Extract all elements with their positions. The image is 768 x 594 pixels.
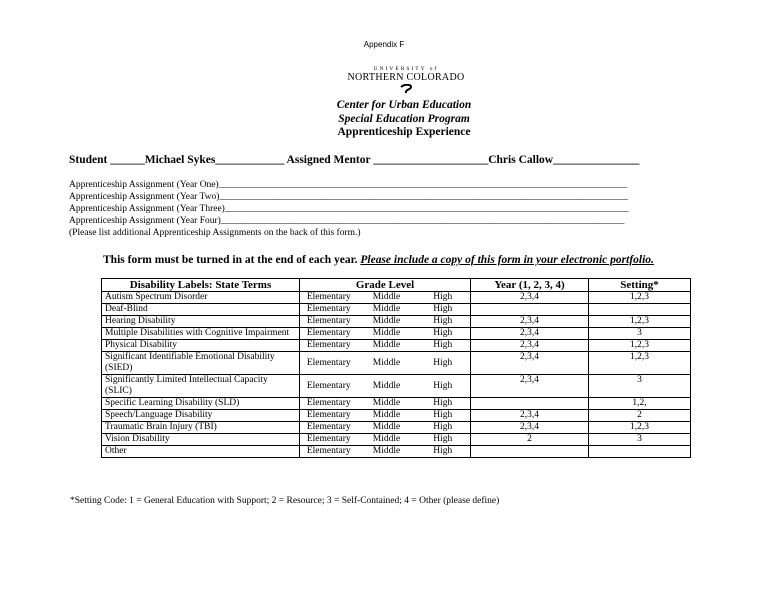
grade-middle: Middle	[358, 375, 416, 398]
grade-elementary: Elementary	[300, 410, 358, 422]
table-row	[102, 422, 691, 434]
assignment-year-one: Apprenticeship Assignment (Year One)______________________________________________________________________________________	[69, 180, 628, 190]
setting-value	[589, 304, 691, 316]
disability-table	[101, 278, 691, 458]
grade-elementary: Elementary	[300, 422, 358, 434]
disability-label: Vision Disability	[102, 434, 300, 446]
grade-high: High	[416, 375, 471, 398]
university-logo	[336, 66, 476, 94]
grade-elementary: Elementary	[300, 375, 358, 398]
setting-value: 1,2,3	[589, 316, 691, 328]
notice-text: This form must be turned in at the end of each year.	[103, 254, 358, 266]
setting-value: 2	[589, 410, 691, 422]
setting-value: 1,2,3	[589, 340, 691, 352]
grade-high: High	[416, 328, 471, 340]
year-value	[471, 304, 589, 316]
disability-label: Significantly Limited Intellectual Capacity (SLIC)	[102, 375, 300, 398]
grade-high: High	[416, 352, 471, 375]
disability-label: Physical Disability	[102, 340, 300, 352]
year-value: 2,3,4	[471, 352, 589, 375]
table-row	[102, 352, 691, 375]
table-row	[102, 410, 691, 422]
grade-elementary: Elementary	[300, 328, 358, 340]
grade-middle: Middle	[358, 398, 416, 410]
grade-middle: Middle	[358, 446, 416, 458]
table-row	[102, 304, 691, 316]
disability-label: Speech/Language Disability	[102, 410, 300, 422]
assignment-year-four: Apprenticeship Assignment (Year Four)_____________________________________________________________________________________	[69, 216, 625, 226]
grade-high: High	[416, 434, 471, 446]
setting-value: 3	[589, 434, 691, 446]
grade-middle: Middle	[358, 292, 416, 304]
submission-notice	[103, 254, 654, 266]
disability-label: Specific Learning Disability (SLD)	[102, 398, 300, 410]
year-value: 2,3,4	[471, 340, 589, 352]
header-disability-labels: Disability Labels: State Terms	[102, 279, 300, 292]
disability-label: Multiple Disabilities with Cognitive Impairment	[102, 328, 300, 340]
setting-code-footnote: *Setting Code: 1 = General Education with Support; 2 = Resource; 3 = Self-Contained; 4 = Other (please define)	[70, 496, 500, 506]
grade-middle: Middle	[358, 328, 416, 340]
setting-value: 3	[589, 375, 691, 398]
year-value: 2,3,4	[471, 292, 589, 304]
header-setting: Setting*	[589, 279, 691, 292]
grade-middle: Middle	[358, 422, 416, 434]
assignment-year-two: Apprenticeship Assignment (Year Two)______________________________________________________________________________________	[69, 192, 628, 202]
year-value	[471, 398, 589, 410]
table-header-row	[102, 279, 691, 292]
grade-elementary: Elementary	[300, 304, 358, 316]
grade-high: High	[416, 422, 471, 434]
grade-elementary: Elementary	[300, 446, 358, 458]
grade-middle: Middle	[358, 340, 416, 352]
program-header	[0, 99, 768, 140]
table-row	[102, 375, 691, 398]
disability-label: Traumatic Brain Injury (TBI)	[102, 422, 300, 434]
experience-title: Apprenticeship Experience	[337, 126, 471, 138]
grade-middle: Middle	[358, 316, 416, 328]
grade-elementary: Elementary	[300, 292, 358, 304]
setting-value: 1,2,3	[589, 352, 691, 375]
table-row	[102, 292, 691, 304]
year-value	[471, 446, 589, 458]
grade-high: High	[416, 304, 471, 316]
assignment-year-three: Apprenticeship Assignment (Year Three)_____________________________________________________________________________________	[69, 204, 629, 214]
year-value: 2,3,4	[471, 328, 589, 340]
grade-middle: Middle	[358, 410, 416, 422]
grade-high: High	[416, 446, 471, 458]
setting-value: 3	[589, 328, 691, 340]
logo-mark-icon	[399, 84, 413, 94]
table-row	[102, 446, 691, 458]
table-row	[102, 328, 691, 340]
grade-middle: Middle	[358, 304, 416, 316]
grade-middle: Middle	[358, 434, 416, 446]
setting-value: 1,2,3	[589, 422, 691, 434]
setting-value: 1,2,	[589, 398, 691, 410]
assignment-note: (Please list additional Apprenticeship Assignments on the back of this form.)	[69, 228, 361, 238]
grade-high: High	[416, 398, 471, 410]
grade-elementary: Elementary	[300, 352, 358, 375]
year-value: 2,3,4	[471, 375, 589, 398]
disability-label: Other	[102, 446, 300, 458]
grade-high: High	[416, 410, 471, 422]
program-title: Special Education Program	[338, 112, 470, 125]
grade-elementary: Elementary	[300, 316, 358, 328]
header-year: Year (1, 2, 3, 4)	[471, 279, 589, 292]
grade-elementary: Elementary	[300, 434, 358, 446]
year-value: 2,3,4	[471, 410, 589, 422]
grade-high: High	[416, 292, 471, 304]
table-row	[102, 434, 691, 446]
year-value: 2,3,4	[471, 316, 589, 328]
setting-value: 1,2,3	[589, 292, 691, 304]
table-row	[102, 398, 691, 410]
grade-high: High	[416, 340, 471, 352]
logo-name-text: NORTHERN COLORADO	[347, 72, 465, 83]
appendix-label: Appendix F	[363, 40, 405, 49]
disability-label: Significant Identifiable Emotional Disability (SIED)	[102, 352, 300, 375]
setting-value	[589, 446, 691, 458]
logo-university-text: UNIVERSITY of	[373, 66, 439, 72]
disability-label: Autism Spectrum Disorder	[102, 292, 300, 304]
grade-high: High	[416, 316, 471, 328]
table-row	[102, 340, 691, 352]
center-title: Center for Urban Education	[336, 99, 472, 111]
header-grade-level: Grade Level	[300, 279, 471, 292]
disability-label: Deaf-Blind	[102, 304, 300, 316]
grade-middle: Middle	[358, 352, 416, 375]
disability-label: Hearing Disability	[102, 316, 300, 328]
student-mentor-line: Student ______Michael Sykes____________ Assigned Mentor ____________________Chris Callow_______________	[69, 154, 640, 166]
grade-elementary: Elementary	[300, 398, 358, 410]
notice-portfolio: Please include a copy of this form in your electronic portfolio.	[360, 254, 654, 266]
table-row	[102, 316, 691, 328]
year-value: 2,3,4	[471, 422, 589, 434]
grade-elementary: Elementary	[300, 340, 358, 352]
year-value: 2	[471, 434, 589, 446]
